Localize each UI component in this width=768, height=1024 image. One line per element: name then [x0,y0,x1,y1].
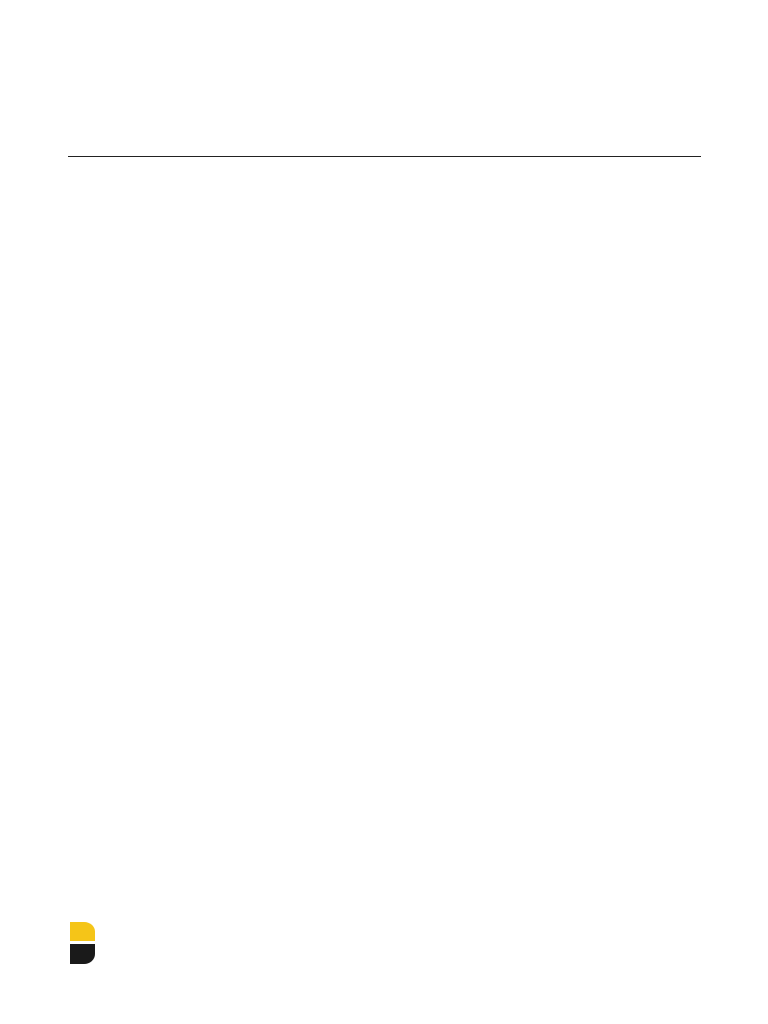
ddb-logo [70,922,180,966]
ddb-logo-mark-icon [70,922,100,966]
logo-mark-top [70,922,95,941]
document-body [70,172,710,188]
header-divider [68,156,701,157]
logo-mark-bottom [70,944,95,964]
